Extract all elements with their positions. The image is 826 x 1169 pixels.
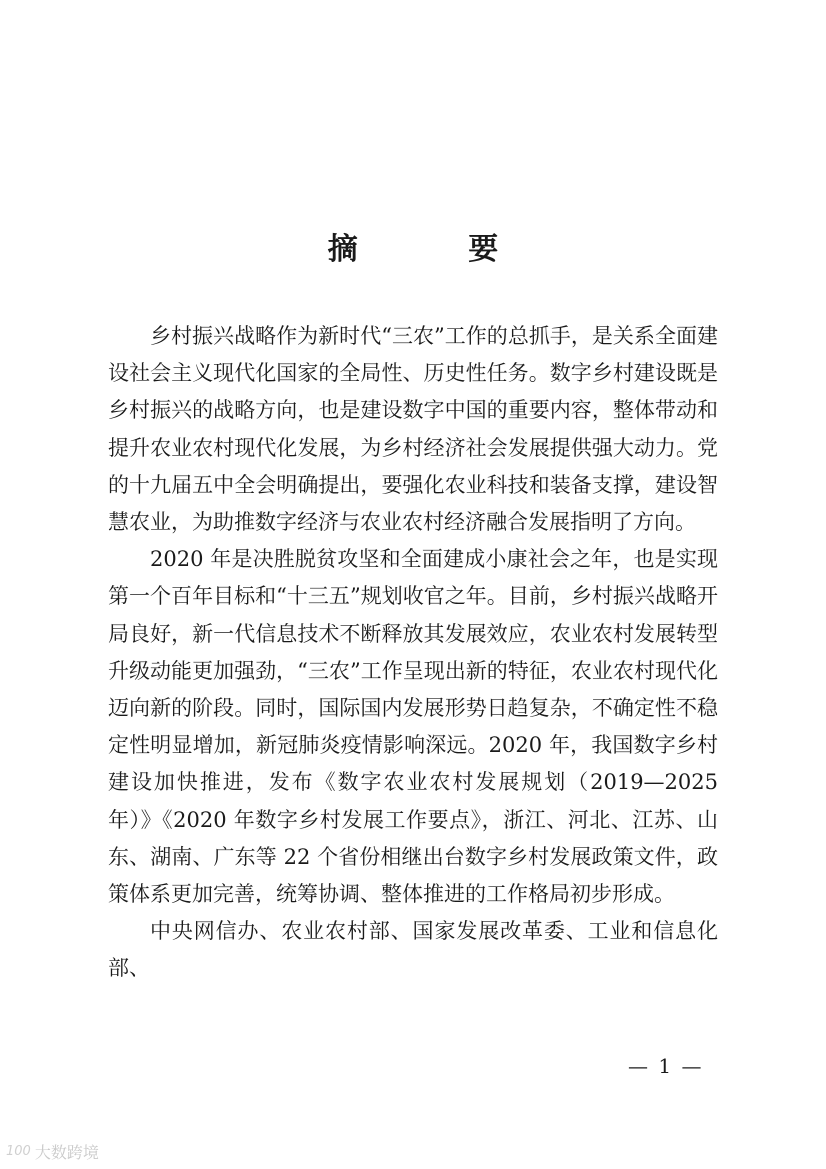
body-text (108, 318, 718, 988)
paragraph-1: 乡村振兴战略作为新时代“三农”工作的总抓手，是关系全面建设社会主义现代化国家的全局性、历史性任务。数字乡村建设既是乡村振兴的战略方向，也是建设数字中国的重要内容，整体带动和提升农业农村现代化发展，为乡村经济社会发展提供强大动力。党的十九届五中全会明确提出，要强化农业科技和装备支撑，建设智慧农业，为助推数字经济与农业农村经济融合发展指明了方向。 (108, 324, 718, 535)
paragraph-2: 2020 年是决胜脱贫攻坚和全面建成小康社会之年，也是实现第一个百年目标和“十三五”规划收官之年。目前，乡村振兴战略开局良好，新一代信息技术不断释放其发展效应，农业农村发展转型升级动能更加强劲，“三农”工作呈现出新的特征，农业农村现代化迈向新的阶段。同时，国际国内发展形势日趋复杂，不确定性不稳定性明显增加，新冠肺炎疫情影响深远。2020 年，我国数字乡村建设加快推进，发布《数字农业农村发展规划（2019—2025 年）》《2020 年数字乡村发展工作要点》，浙江、河北、江苏、山东、湖南、广东等 22 个省份相继出台数字乡村发展政策文件，政策体系更加完善，统筹协调、整体推进的工作格局初步形成。 (108, 547, 718, 907)
page-number: — 1 — (628, 1054, 704, 1078)
watermark-text: 大数跨境 (34, 1143, 99, 1162)
page-title: 摘 要 (327, 232, 549, 267)
watermark (6, 1140, 99, 1163)
watermark-logo-icon: 100 (6, 1144, 31, 1159)
paragraph-3: 中央网信办、农业农村部、国家发展改革委、工业和信息化部、 (108, 919, 718, 981)
